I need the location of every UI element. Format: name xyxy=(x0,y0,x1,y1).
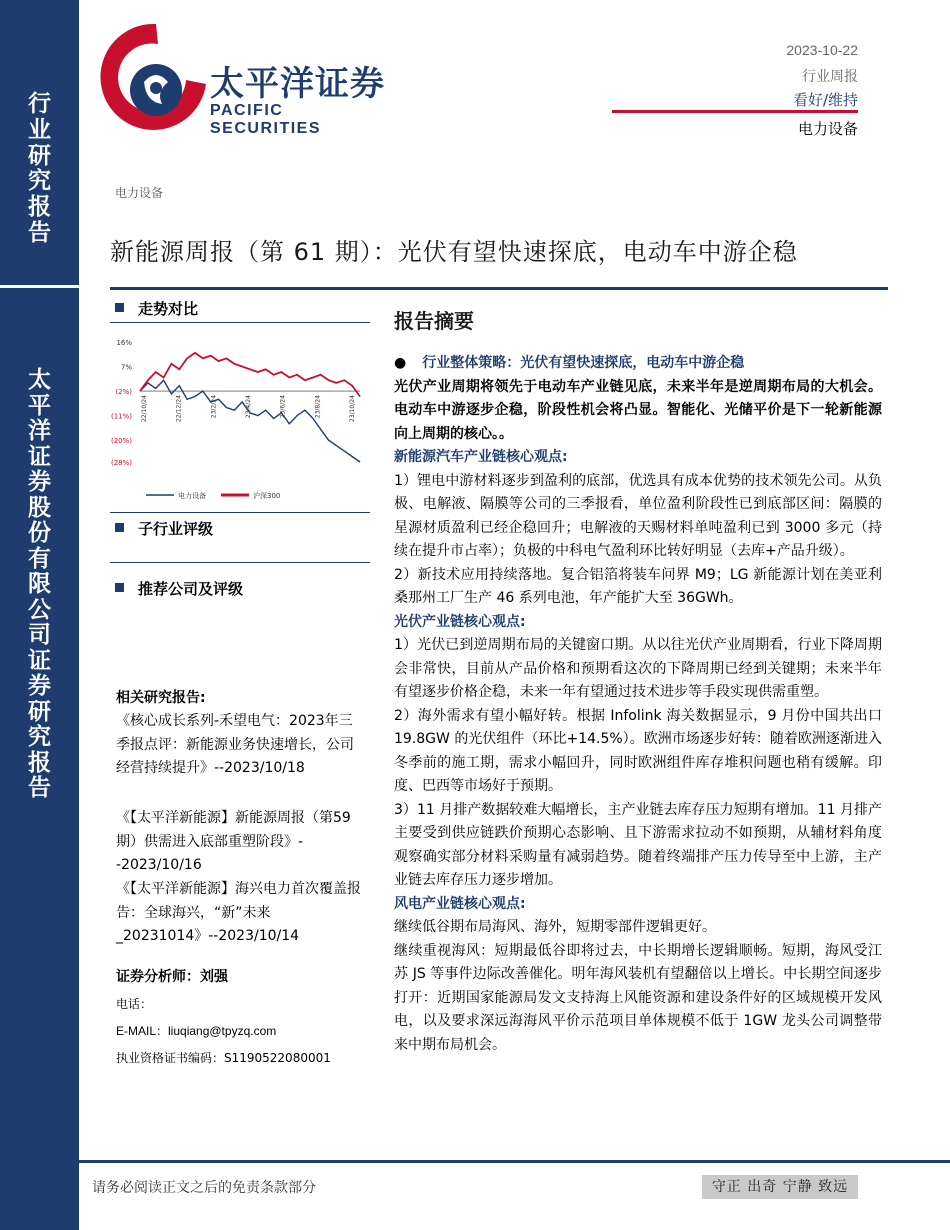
section-rule xyxy=(110,562,370,563)
x-tick-label: 23/8/24 xyxy=(314,395,322,419)
analyst-phone: 电话： xyxy=(116,997,153,1011)
company-char: 券 xyxy=(28,673,51,700)
legend-label: 沪深300 xyxy=(253,492,281,500)
x-tick-label: 22/12/24 xyxy=(175,395,183,423)
report-type-char: 行 xyxy=(28,91,51,117)
y-tick-label: (20%) xyxy=(110,437,132,446)
logo-emblem-icon xyxy=(98,22,208,132)
strategy-bullet xyxy=(394,352,882,376)
report-type-char: 报 xyxy=(28,194,51,220)
report-type: 行业周报 xyxy=(802,69,858,85)
y-tick-label: (2%) xyxy=(115,388,132,397)
pv-point-2: 2）海外需求有望小幅好转。根据 Infolink 海关数据显示，9 月份中国共出口 19.8GW 的光伏组件（环比+14.5%）。欧洲市场逐步好转：随着欧洲逐渐进入冬季前的施工期，需求小幅回升，同时欧洲组件库存堆积问题也稍有缓解。印度、巴西等市场好于预期。 xyxy=(394,707,882,795)
analyst-certificate: 执业资格证书编码：S1190522080001 xyxy=(116,1051,331,1065)
abstract-body xyxy=(394,352,882,1057)
abstract-heading: 报告摘要 xyxy=(394,309,474,333)
section-rule xyxy=(110,322,370,323)
report-type-char: 告 xyxy=(28,219,51,246)
company-char: 券 xyxy=(28,469,51,496)
ev-point-1: 1）锂电中游材料逐步到盈利的底部，优选具有成本优势的技术领先公司。从负极、电解液、隔膜等公司的三季报看，单位盈利阶段性已到底部区间：隔膜的星源材质盈利已经企稳回升；电解液的天赐材料单吨盈利已到 3000 多元（持续在提升市占率）；负极的中科电气盈利环比转好明显（去库+产品升级）。 xyxy=(394,472,882,560)
company-char: 研 xyxy=(28,698,51,725)
related-reports-heading: 相关研究报告: xyxy=(116,690,206,706)
pv-point-3: 3）11 月排产数据较难大幅增长，主产业链去库存压力短期有增加。11 月排产主要受到供应链跌价预期心态影响、且下游需求拉动不如预期，从辅材料角度观察确实部分材料采购量有减弱趋势。随着终端排产压力传导至中上游，主产业链去库存压力逐步增加。 xyxy=(394,801,882,889)
page-title: 新能源周报（第 61 期）：光伏有望快速探底，电动车中游企稳 xyxy=(110,238,798,266)
square-bullet-icon xyxy=(115,583,124,592)
category-label: 电力设备 xyxy=(115,186,164,200)
rating-underline xyxy=(612,110,858,113)
recommend-heading xyxy=(115,578,243,599)
wind-point-2: 继续重视海风：短期最低谷即将过去，中长期增长逻辑顺畅。短期，海风受江苏 JS 等事件边际改善催化。明年海风装机有望翻倍以上增长。中长期空间逐步打开：近期国家能源局发文支持海上风能资源和建设条件好的区域规模开发风电，以及要求深远海海风平价示范项目单体规模不低于 1GW 龙头公司调整带来中期布局机会。 xyxy=(394,942,882,1053)
related-report-2[interactable]: 《【太平洋新能源】新能源周报（第59期）供需进入底部重塑阶段》--2023/10/16 xyxy=(116,810,351,874)
x-tick-label: 23/2/24 xyxy=(210,395,218,419)
bullet-dot-icon: ● xyxy=(394,355,407,371)
x-tick-label: 23/4/24 xyxy=(245,395,252,419)
company-char: 平 xyxy=(28,392,51,419)
company-char: 限 xyxy=(28,571,51,598)
strategy-heading: 行业整体策略：光伏有望快速探底，电动车中游企稳 xyxy=(422,355,745,371)
y-tick-label: (11%) xyxy=(110,412,132,421)
trend-heading-text: 走势对比 xyxy=(138,300,199,318)
company-char: 究 xyxy=(28,724,51,751)
y-tick-label: 16% xyxy=(116,339,132,347)
wind-heading: 风电产业链核心观点: xyxy=(394,895,526,912)
company-char: 证 xyxy=(28,647,51,674)
logo-name-cn: 太平洋证券 xyxy=(210,64,385,104)
analyst-name: 证券分析师：刘强 xyxy=(116,969,228,985)
related-report-3[interactable]: 《【太平洋新能源】海兴电力首次覆盖报告：全球海兴，“新”未来_20231014》--2023/10/14 xyxy=(116,881,361,945)
company-char: 有 xyxy=(28,545,51,572)
sub-rating-heading xyxy=(115,518,213,539)
y-tick-label: 7% xyxy=(120,363,132,372)
ev-heading: 新能源汽车产业链核心观点: xyxy=(394,449,568,466)
company-char: 份 xyxy=(28,520,51,547)
vertical-label-report-type xyxy=(0,92,79,247)
x-tick-label: 23/10/24 xyxy=(349,395,356,423)
wind-point-1: 继续低谷期布局海风、海外，短期零部件逻辑更好。 xyxy=(394,919,716,936)
company-char: 洋 xyxy=(28,418,51,445)
series-line-沪深300 xyxy=(140,353,360,397)
company-char: 证 xyxy=(28,443,51,470)
report-type-char: 业 xyxy=(28,116,51,143)
company-char: 司 xyxy=(28,622,51,649)
square-bullet-icon xyxy=(115,303,124,312)
ev-point-2: 2）新技术应用持续落地。复合铝箔将装车问界 M9；LG 新能源计划在美亚利桑那州工厂生产 46 系列电池，年产能扩大至 36GWh。 xyxy=(394,566,882,607)
company-char: 公 xyxy=(28,596,51,623)
series-line-电力设备 xyxy=(140,380,360,462)
square-bullet-icon xyxy=(115,523,124,532)
vertical-label-company xyxy=(0,368,79,802)
related-report-1[interactable]: 《核心成长系列-禾望电气：2023年三季报点评：新能源业务快速增长，公司经营持续提升》--2023/10/18 xyxy=(116,713,354,777)
left-band xyxy=(0,0,79,1230)
industry-name: 电力设备 xyxy=(797,120,858,138)
analyst-email[interactable]: E-MAIL：liuqiang@tpyzq.com xyxy=(116,1024,277,1038)
trend-heading xyxy=(115,298,198,319)
sub-rating-heading-text: 子行业评级 xyxy=(138,520,214,538)
strategy-summary: 光伏产业周期将领先于电动车产业链见底，未来半年是逆周期布局的大机会。电动车中游逐步企稳，阶段性机会将凸显。智能化、光储平价是下一轮新能源向上周期的核心。。 xyxy=(394,378,882,442)
legend-label: 电力设备 xyxy=(178,492,206,500)
company-char: 告 xyxy=(28,775,51,802)
company-char: 股 xyxy=(28,494,51,521)
y-tick-label: (28%) xyxy=(110,459,132,467)
trend-chart xyxy=(110,330,370,510)
company-char: 太 xyxy=(28,367,51,393)
company-char: 报 xyxy=(28,749,51,776)
title-rule xyxy=(110,287,888,290)
section-rule xyxy=(110,512,370,513)
footer-motto: 守正 出奇 宁静 致远 xyxy=(702,1175,858,1199)
pv-point-1: 1）光伏已到逆周期布局的关键窗口期。从以往光伏产业周期看，行业下降周期会非常快，目前从产品价格和预期看这次的下降周期已经到关键期；未来半年有望逐步价格企稳，未来一年有望通过技术进步等手段实现供需重塑。 xyxy=(394,637,882,701)
company-logo xyxy=(98,22,398,137)
x-tick-label: 22/10/24 xyxy=(141,395,148,423)
footer-disclaimer[interactable]: 请务必阅读正文之后的免责条款部分 xyxy=(92,1180,316,1196)
report-date: 2023-10-22 xyxy=(786,42,858,58)
report-type-char: 究 xyxy=(28,168,51,195)
footer-rule xyxy=(79,1160,950,1163)
logo-name-en: PACIFIC SECURITIES xyxy=(210,102,322,137)
pv-heading: 光伏产业链核心观点: xyxy=(394,613,526,630)
report-type-char: 研 xyxy=(28,142,51,169)
x-tick-label: 23/6/24 xyxy=(279,395,287,419)
recommend-heading-text: 推荐公司及评级 xyxy=(138,580,244,598)
industry-rating: 看好/维持 xyxy=(792,91,858,109)
